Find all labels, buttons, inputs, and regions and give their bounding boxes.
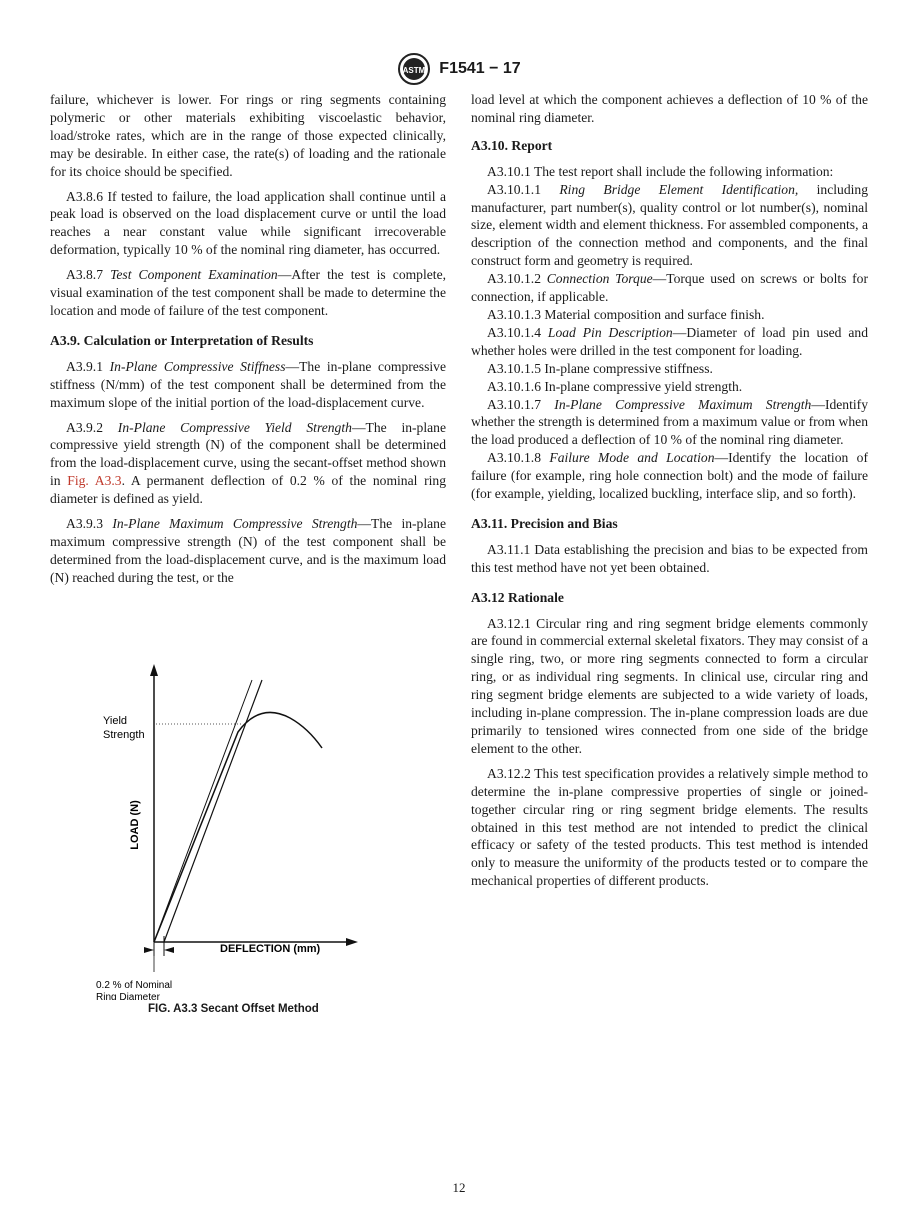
heading-a3-11: A3.11. Precision and Bias [471,515,618,531]
yield-label-line1: Yield [103,715,128,727]
offset-label-line1: 0.2 % of Nominal [96,980,173,991]
x-axis-label: DEFLECTION (mm) [220,943,321,955]
paragraph-a3-10-1-5: A3.10.1.5 In-plane compressive stiffness. [487,360,713,376]
paragraph-a3-8-7: A3.8.7 Test Component Examination—After the test is complete, visual examination of the test component shall be made to determine the location and mode of failure of the test component. [50,267,446,318]
y-axis-arrow [150,664,158,676]
astm-logo-icon [397,52,431,86]
right-column [471,91,868,897]
paragraph-a3-10-1-4: A3.10.1.4 Load Pin Description—Diameter of load pin used and whether holes were drilled in the test component for loading. [471,324,868,358]
initial-slope-line [154,680,252,942]
load-displacement-curve [154,712,322,942]
fig-a3-3-link[interactable]: Fig. A3.3 [67,473,122,489]
standard-designation: F1541 − 17 [439,60,521,77]
paragraph-a3-10-1-3: A3.10.1.3 Material composition and surface finish. [487,306,765,322]
heading-a3-9: A3.9. Calculation or Interpretation of Results [50,332,314,348]
y-axis-label: LOAD (N) [129,800,141,850]
paragraph-a3-9-3: A3.9.3 In-Plane Maximum Compressive Strength—The in-plane maximum compressive strength (N) of the test component shall be determined from the load-displacement curve, and is the maximum load (N) reached during the test, or the [50,516,446,585]
x-axis-arrow [346,938,358,946]
paragraph-load-level: load level at which the component achieves a deflection of 10 % of the nominal ring diameter. [471,92,868,125]
paragraph-a3-10-1-7: A3.10.1.7 In-Plane Compressive Maximum Strength—Identify whether the strength is determined from a maximum value or from when the load produced a deflection of 10 % of the nominal ring diameter. [471,396,868,448]
paragraph-a3-9-2: A3.9.2 In-Plane Compressive Yield Strength—The in-plane compressive yield strength (N) of the component shall be determined from the load-displacement curve, using the secant-offset method shown in Fig. A3.3. A permanent deflection of 0.2 % of the nominal ring diameter is defined as yield. [50,419,446,507]
yield-label-line2: Strength [103,729,145,741]
figure-caption: FIG. A3.3 Secant Offset Method [148,1003,319,1015]
offset-label-line2: Ring Diameter [96,992,160,1000]
paragraph-a3-10-1-1: A3.10.1.1 Ring Bridge Element Identification, including manufacturer, part number(s), quality control or lot number(s), nominal size, element width and element thickness. For assembled components, a description of the connection method and components, and the final construct form and geometry is required. [471,181,868,269]
paragraph-a3-9-1: A3.9.1 In-Plane Compressive Stiffness—The in-plane compressive stiffness (N/mm) of the test component shall be determined from the maximum slope of the initial portion of the load-displacement curve. [50,358,446,410]
offset-line [164,680,262,942]
offset-arrow-left [144,947,154,953]
page-number: 12 [452,1180,466,1195]
paragraph-a3-12-1: A3.12.1 Circular ring and ring segment bridge elements commonly are found in commercial external skeletal fixators. They may consist of a single ring, two, or more ring segments connected to form a circular ring, or as individual ring segments. In clinical use, circular ring and ring segment bridge elements are subjected to a wide variety of loads, including in-plane compression. The in-plane compression loads are due primarily to tensioned wires connected from one side of the bridge element to the other. [471,615,868,756]
paragraph-a3-10-1-2: A3.10.1.2 Connection Torque—Torque used on screws or bolts for connection, if applicable. [471,271,869,305]
heading-a3-12: A3.12 Rationale [471,589,564,605]
figure-a3-3 [50,650,446,1030]
heading-a3-10: A3.10. Report [471,137,553,153]
svg-text:ASTM: ASTM [402,66,426,75]
paragraph-a3-8-6: A3.8.6 If tested to failure, the load application shall continue until a peak load is observed on the load displacement curve or until the load reaches a near constant value while significant irrecoverable deformation, typically 10 % of the nominal ring diameter, has occurred. [50,188,446,258]
left-column [50,91,446,594]
secant-offset-diagram [50,650,446,1000]
paragraph-failure-rate: failure, whichever is lower. For rings or ring segments containing polymeric or other materials exhibiting viscoelastic behavior, load/stroke rates, which are in the range of those expected clinically, may be desirable. In either case, the rate(s) of loading and the rationale for its choice should be specified. [50,92,446,179]
offset-arrow-right [164,947,174,953]
paragraph-a3-11-1: A3.11.1 Data establishing the precision and bias to be expected from this test method have not yet been obtained. [471,541,868,575]
page-header [0,52,918,86]
paragraph-a3-12-2: A3.12.2 This test specification provides a relatively simple method to determine the in-plane compressive properties of single or joined-together circular ring or ring segment bridge elements. The results obtained in this test method are not intended to predict the clinical efficacy or safety of the tested products. This test method is intended only to measure the uniformity of the products tested or to compare the mechanical properties of different products. [471,765,868,889]
paragraph-a3-10-1-8: A3.10.1.8 Failure Mode and Location—Identify the location of failure (for example, ring hole connection bolt) and the mode of failure (for example, yielding, localized buckling, interface slip, and so forth). [471,450,868,502]
paragraph-a3-10-1-6: A3.10.1.6 In-plane compressive yield strength. [487,378,743,394]
paragraph-a3-10-1: A3.10.1 The test report shall include the following information: [487,163,834,179]
